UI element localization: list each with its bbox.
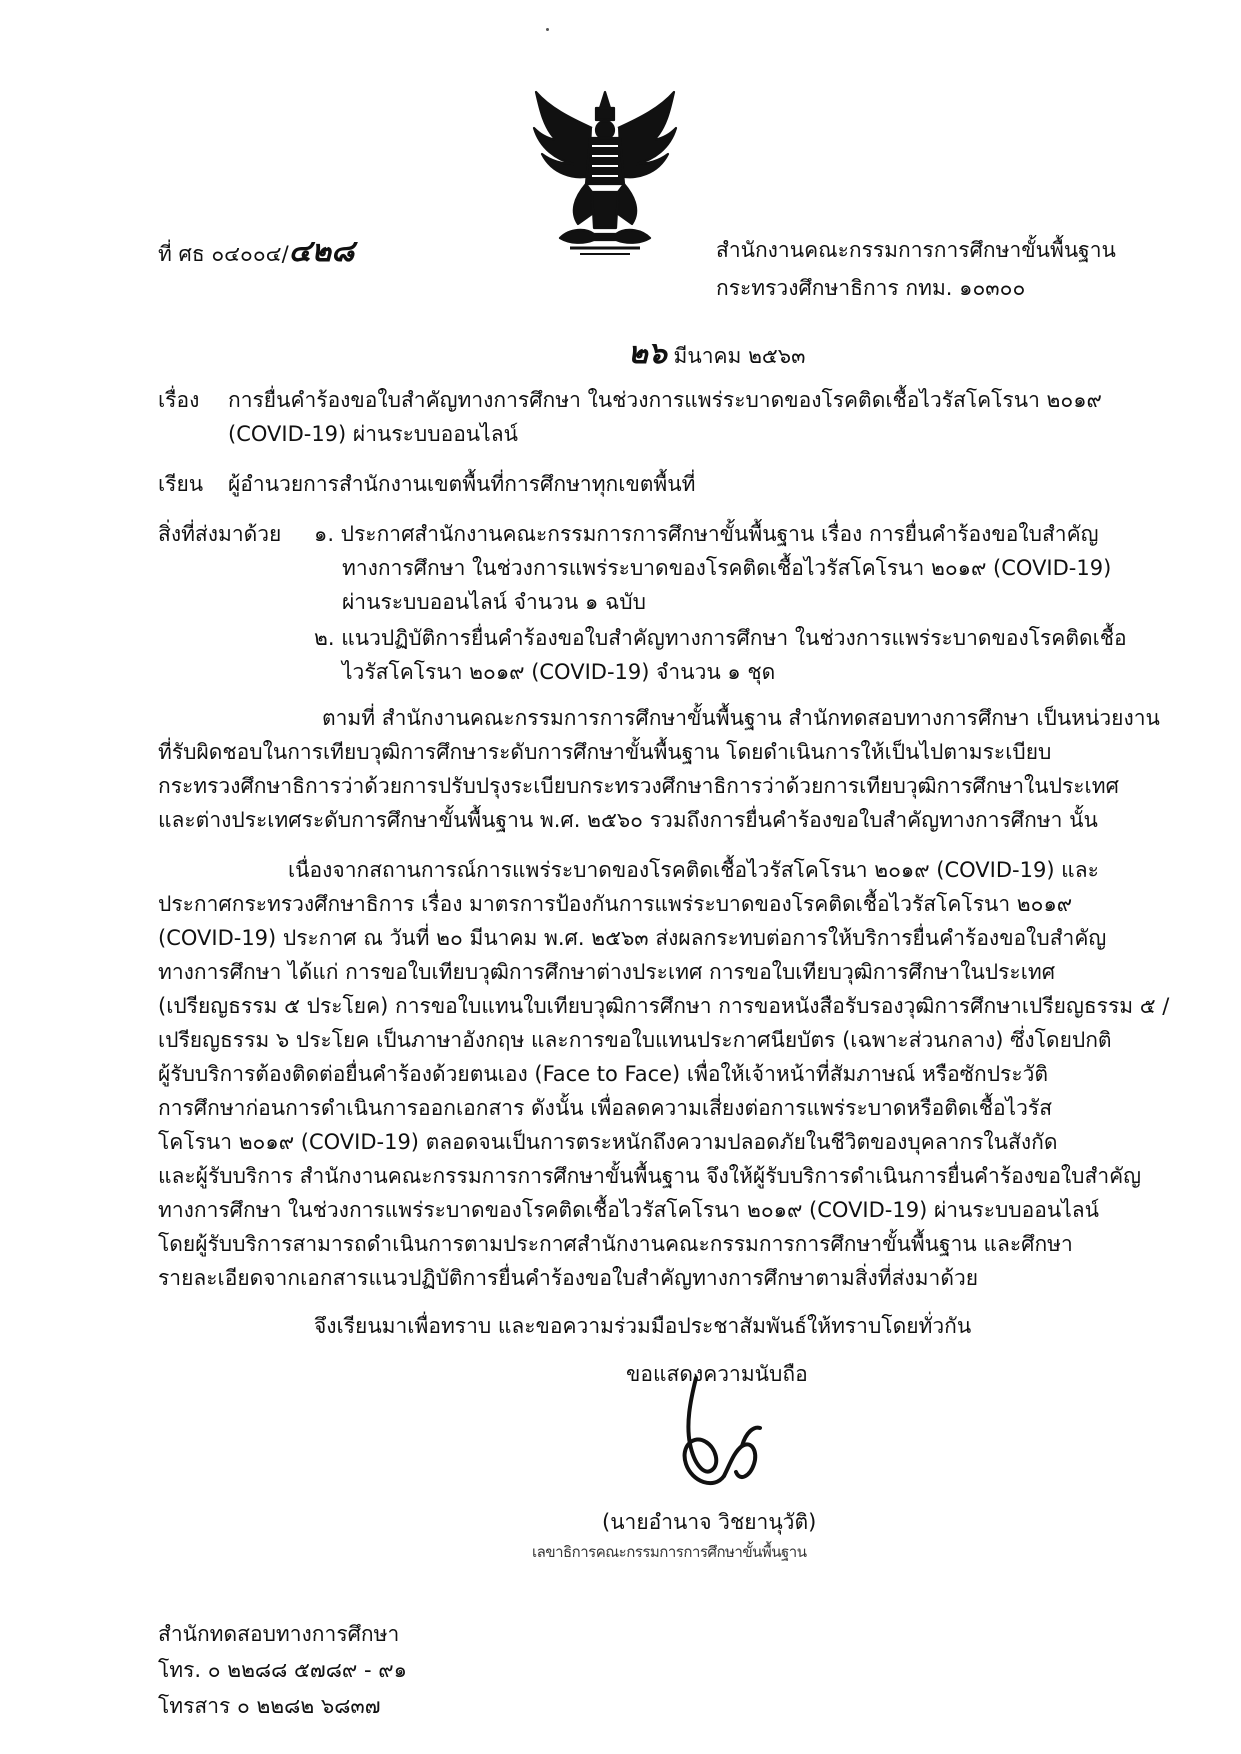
enclosures-label: สิ่งที่ส่งมาด้วย [158, 522, 282, 546]
paragraph-2-line: การศึกษาก่อนการดำเนินการออกเอกสาร ดังนั้น เพื่อลดความเสี่ยงต่อการแพร่ระบาดหรือติดเชื้อไวรัส [158, 1096, 1053, 1120]
paragraph-2-line: และผู้รับบริการ สำนักงานคณะกรรมการการศึกษาขั้นพื้นฐาน จึงให้ผู้รับบริการดำเนินการยื่นคำร้องขอใบสำคัญ [158, 1164, 1142, 1188]
paragraph-1-line: กระทรวงศึกษาธิการว่าด้วยการปรับปรุงระเบียบกระทรวงศึกษาธิการว่าด้วยการเทียบวุฒิการศึกษาในประเทศ [158, 774, 1119, 798]
signer-name: (นายอำนาจ วิชยานุวัติ) [602, 1510, 817, 1534]
signer-title: เลขาธิการคณะกรรมการการศึกษาขั้นพื้นฐาน [532, 1543, 807, 1561]
date-month-year: มีนาคม ๒๕๖๓ [673, 344, 806, 368]
reference-number [158, 234, 355, 269]
closing-request: จึงเรียนมาเพื่อทราบ และขอความร่วมมือประชาสัมพันธ์ให้ทราบโดยทั่วกัน [314, 1314, 972, 1338]
paragraph-1-line: ที่รับผิดชอบในการเทียบวุฒิการศึกษาระดับการศึกษาขั้นพื้นฐาน โดยดำเนินการให้เป็นไปตามระเบียบ [158, 740, 1052, 764]
garuda-emblem-icon [530, 88, 680, 260]
paragraph-2-line: โคโรนา ๒๐๑๙ (COVID-19) ตลอดจนเป็นการตระหนักถึงความปลอดภัยในชีวิตของบุคลากรในสังกัด [158, 1130, 1058, 1154]
footer-office: สำนักทดสอบทางการศึกษา [158, 1622, 400, 1646]
letter-date [628, 336, 806, 371]
paragraph-1-line: และต่างประเทศระดับการศึกษาขั้นพื้นฐาน พ.ศ. ๒๕๖๐ รวมถึงการยื่นคำร้องขอใบสำคัญทางการศึกษา นั้น [158, 808, 1098, 832]
subject-line-1: การยื่นคำร้องขอใบสำคัญทางการศึกษา ในช่วงการแพร่ระบาดของโรคติดเชื้อไวรัสโคโรนา ๒๐๑๙ [228, 388, 1102, 412]
enclosure-1-line-1: ๑. ประกาศสำนักงานคณะกรรมการการศึกษาขั้นพื้นฐาน เรื่อง การยื่นคำร้องขอใบสำคัญ [314, 522, 1099, 546]
paragraph-2-line: โดยผู้รับบริการสามารถดำเนินการตามประกาศสำนักงานคณะกรรมการการศึกษาขั้นพื้นฐาน และศึกษา [158, 1232, 1073, 1256]
recipient-label: เรียน [158, 472, 204, 496]
enclosure-1-line-3: ผ่านระบบออนไลน์ จำนวน ๑ ฉบับ [342, 590, 646, 614]
paragraph-2-line: เนื่องจากสถานการณ์การแพร่ระบาดของโรคติดเชื้อไวรัสโคโรนา ๒๐๑๙ (COVID-19) และ [288, 858, 1099, 882]
closing-salutation: ขอแสดงความนับถือ [626, 1362, 808, 1386]
paragraph-1-line: ตามที่ สำนักงานคณะกรรมการการศึกษาขั้นพื้นฐาน สำนักทดสอบทางการศึกษา เป็นหน่วยงาน [322, 706, 1160, 730]
recipient-text: ผู้อำนวยการสำนักงานเขตพื้นที่การศึกษาทุกเขตพื้นที่ [228, 472, 696, 496]
organization-line-2: กระทรวงศึกษาธิการ กทม. ๑๐๓๐๐ [716, 276, 1026, 300]
date-day-handwritten: ๒๖ [628, 336, 667, 371]
enclosure-2-line-1: ๒. แนวปฏิบัติการยื่นคำร้องขอใบสำคัญทางการศึกษา ในช่วงการแพร่ระบาดของโรคติดเชื้อ [314, 626, 1127, 650]
paragraph-2-line: ผู้รับบริการต้องติดต่อยื่นคำร้องด้วยตนเอง (Face to Face) เพื่อให้เจ้าหน้าที่สัมภาษณ์ หรือซักประวัติ [158, 1062, 1049, 1086]
subject-label: เรื่อง [158, 388, 200, 412]
paragraph-2-line: รายละเอียดจากเอกสารแนวปฏิบัติการยื่นคำร้องขอใบสำคัญทางการศึกษาตามสิ่งที่ส่งมาด้วย [158, 1266, 979, 1290]
paragraph-2-line: เปรียญธรรม ๖ ประโยค เป็นภาษาอังกฤษ และการขอใบแทนประกาศนียบัตร (เฉพาะส่วนกลาง) ซึ่งโดยปกติ [158, 1028, 1112, 1052]
scan-speck [546, 28, 549, 31]
paragraph-2-line: ทางการศึกษา ได้แก่ การขอใบเทียบวุฒิการศึกษาต่างประเทศ การขอใบเทียบวุฒิการศึกษาในประเทศ [158, 960, 1056, 984]
paragraph-2-line: (เปรียญธรรม ๕ ประโยค) การขอใบแทนใบเทียบวุฒิการศึกษา การขอหนังสือรับรองวุฒิการศึกษาเปรียญธรรม ๕ / [158, 994, 1170, 1018]
footer-fax: โทรสาร ๐ ๒๒๘๒ ๖๘๓๗ [158, 1694, 381, 1718]
paragraph-2-line: (COVID-19) ประกาศ ณ วันที่ ๒๐ มีนาคม พ.ศ. ๒๕๖๓ ส่งผลกระทบต่อการให้บริการยื่นคำร้องขอใบสำคัญ [158, 926, 1107, 950]
enclosure-1-line-2: ทางการศึกษา ในช่วงการแพร่ระบาดของโรคติดเชื้อไวรัสโคโรนา ๒๐๑๙ (COVID-19) [342, 556, 1112, 580]
paragraph-2-line: ประกาศกระทรวงศึกษาธิการ เรื่อง มาตรการป้องกันการแพร่ระบาดของโรคติดเชื้อไวรัสโคโรนา ๒๐๑๙ [158, 892, 1073, 916]
footer-telephone: โทร. ๐ ๒๒๘๘ ๕๗๘๙ - ๙๑ [158, 1658, 407, 1682]
enclosure-2-line-2: ไวรัสโคโรนา ๒๐๑๙ (COVID-19) จำนวน ๑ ชุด [342, 660, 776, 684]
signature-icon [650, 1372, 800, 1522]
paragraph-2-line: ทางการศึกษา ในช่วงการแพร่ระบาดของโรคติดเชื้อไวรัสโคโรนา ๒๐๑๙ (COVID-19) ผ่านระบบออนไลน์ [158, 1198, 1100, 1222]
organization-line-1: สำนักงานคณะกรรมการการศึกษาขั้นพื้นฐาน [716, 238, 1116, 262]
reference-prefix: ที่ ศธ ๐๔๐๐๔/ [158, 242, 289, 266]
subject-line-2: (COVID-19) ผ่านระบบออนไลน์ [228, 422, 518, 446]
reference-number-handwritten: ๔๒๘ [288, 234, 355, 269]
